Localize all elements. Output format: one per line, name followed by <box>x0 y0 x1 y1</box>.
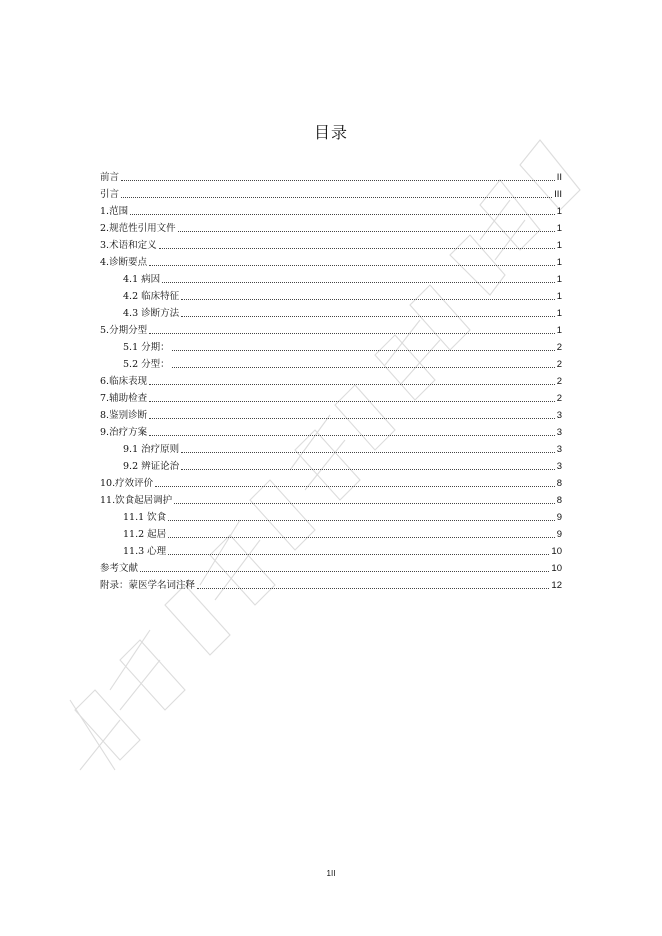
toc-entry[interactable] <box>100 490 562 507</box>
toc-entry[interactable] <box>100 201 562 218</box>
toc-entry-label: 5.1 分期： <box>123 342 170 353</box>
toc-entry-page: 2 <box>556 376 562 387</box>
toc-leader-dots <box>168 520 555 521</box>
toc-entry-label: 1.范围 <box>100 206 129 217</box>
toc-leader-dots <box>197 588 549 589</box>
toc-leader-dots <box>149 384 555 385</box>
toc-entry-page: 10 <box>551 546 562 557</box>
toc-entry[interactable] <box>100 286 562 303</box>
toc-entry[interactable] <box>100 269 562 286</box>
toc-entry[interactable] <box>100 303 562 320</box>
toc-entry-label: 9.1 治疗原则 <box>123 444 180 455</box>
toc-entry-label: 10.疗效评价 <box>100 478 154 489</box>
toc-entry-page: 3 <box>556 461 562 472</box>
toc-entry-label: 3.术语和定义 <box>100 240 157 251</box>
toc-leader-dots <box>178 231 555 232</box>
toc-entry-label: 4.诊断要点 <box>100 257 148 268</box>
toc-entry[interactable] <box>100 252 562 269</box>
toc-entry-page: 9 <box>556 529 562 540</box>
toc-entry-page: 8 <box>556 495 562 506</box>
toc-leader-dots <box>168 537 555 538</box>
toc-entry-label: 引言 <box>100 189 120 200</box>
toc-entry-label: 11.2 起居 <box>123 529 167 540</box>
toc-entry-page: 1 <box>556 274 562 285</box>
toc-entry-label: 11.3 心理 <box>123 546 167 557</box>
toc-leader-dots <box>162 282 555 283</box>
toc-leader-dots <box>181 469 555 470</box>
page-title: 目录 <box>313 123 348 142</box>
toc-entry[interactable] <box>100 388 562 405</box>
toc-leader-dots <box>172 350 555 351</box>
toc-entry-page: 1 <box>556 257 562 268</box>
table-of-contents <box>100 167 562 592</box>
toc-entry-page: 2 <box>556 359 562 370</box>
toc-entry-page: 1 <box>556 240 562 251</box>
toc-entry-label: 8.鉴别诊断 <box>100 410 148 421</box>
toc-leader-dots <box>149 265 555 266</box>
toc-entry[interactable] <box>100 320 562 337</box>
toc-entry-label: 9.治疗方案 <box>100 427 148 438</box>
toc-entry-page: 1 <box>556 291 562 302</box>
toc-leader-dots <box>140 571 549 572</box>
toc-entry[interactable] <box>100 184 562 201</box>
toc-entry-page: 12 <box>551 580 562 591</box>
toc-entry-label: 11.1 饮食 <box>123 512 167 523</box>
toc-entry-page: 2 <box>556 342 562 353</box>
toc-entry-label: 附录：蒙医学名词注释 <box>100 580 196 591</box>
toc-entry[interactable] <box>100 235 562 252</box>
toc-entry-label: 4.3 诊断方法 <box>123 308 180 319</box>
toc-leader-dots <box>121 197 552 198</box>
toc-entry-page: 1 <box>556 308 562 319</box>
toc-leader-dots <box>121 180 555 181</box>
toc-entry-label: 2.规范性引用文件 <box>100 223 176 234</box>
toc-entry[interactable] <box>100 218 562 235</box>
toc-entry[interactable] <box>100 575 562 592</box>
toc-entry-page: 3 <box>556 427 562 438</box>
toc-entry-page: 3 <box>556 444 562 455</box>
toc-entry-label: 9.2 辨证论治 <box>123 461 180 472</box>
toc-entry[interactable] <box>100 524 562 541</box>
toc-entry[interactable] <box>100 439 562 456</box>
toc-leader-dots <box>181 316 555 317</box>
toc-entry[interactable] <box>100 558 562 575</box>
toc-leader-dots <box>149 401 555 402</box>
toc-leader-dots <box>149 435 555 436</box>
toc-leader-dots <box>149 333 555 334</box>
toc-entry-page: 9 <box>556 512 562 523</box>
toc-leader-dots <box>155 486 555 487</box>
toc-entry-page: 1 <box>556 325 562 336</box>
toc-leader-dots <box>130 214 555 215</box>
toc-entry-page: II <box>556 172 562 183</box>
toc-leader-dots <box>181 299 555 300</box>
toc-entry-page: 2 <box>556 393 562 404</box>
toc-leader-dots <box>168 554 549 555</box>
toc-entry[interactable] <box>100 167 562 184</box>
toc-leader-dots <box>181 452 555 453</box>
toc-entry-page: III <box>554 189 562 200</box>
toc-entry-page: 8 <box>556 478 562 489</box>
toc-leader-dots <box>149 418 555 419</box>
toc-entry-label: 5.分期分型 <box>100 325 148 336</box>
toc-entry-label: 7.辅助检查 <box>100 393 148 404</box>
toc-entry[interactable] <box>100 337 562 354</box>
toc-entry[interactable] <box>100 456 562 473</box>
toc-entry-label: 11.饮食起居调护 <box>100 495 173 506</box>
toc-entry[interactable] <box>100 473 562 490</box>
toc-entry-label: 4.2 临床特征 <box>123 291 180 302</box>
toc-leader-dots <box>172 367 555 368</box>
toc-entry[interactable] <box>100 507 562 524</box>
toc-entry-page: 1 <box>556 223 562 234</box>
toc-entry[interactable] <box>100 541 562 558</box>
toc-entry-page: 1 <box>556 206 562 217</box>
toc-entry[interactable] <box>100 371 562 388</box>
toc-entry-label: 参考文献 <box>100 563 139 574</box>
toc-leader-dots <box>159 248 555 249</box>
toc-entry[interactable] <box>100 405 562 422</box>
toc-entry-label: 5.2 分型： <box>123 359 170 370</box>
toc-entry-label: 4.1 病因 <box>123 274 161 285</box>
toc-entry-page: 3 <box>556 410 562 421</box>
toc-leader-dots <box>174 503 555 504</box>
toc-entry[interactable] <box>100 422 562 439</box>
toc-entry-page: 10 <box>551 563 562 574</box>
toc-entry[interactable] <box>100 354 562 371</box>
toc-entry-label: 6.临床表现 <box>100 376 148 387</box>
toc-entry-label: 前言 <box>100 172 120 183</box>
page-number: 1II <box>326 869 336 878</box>
